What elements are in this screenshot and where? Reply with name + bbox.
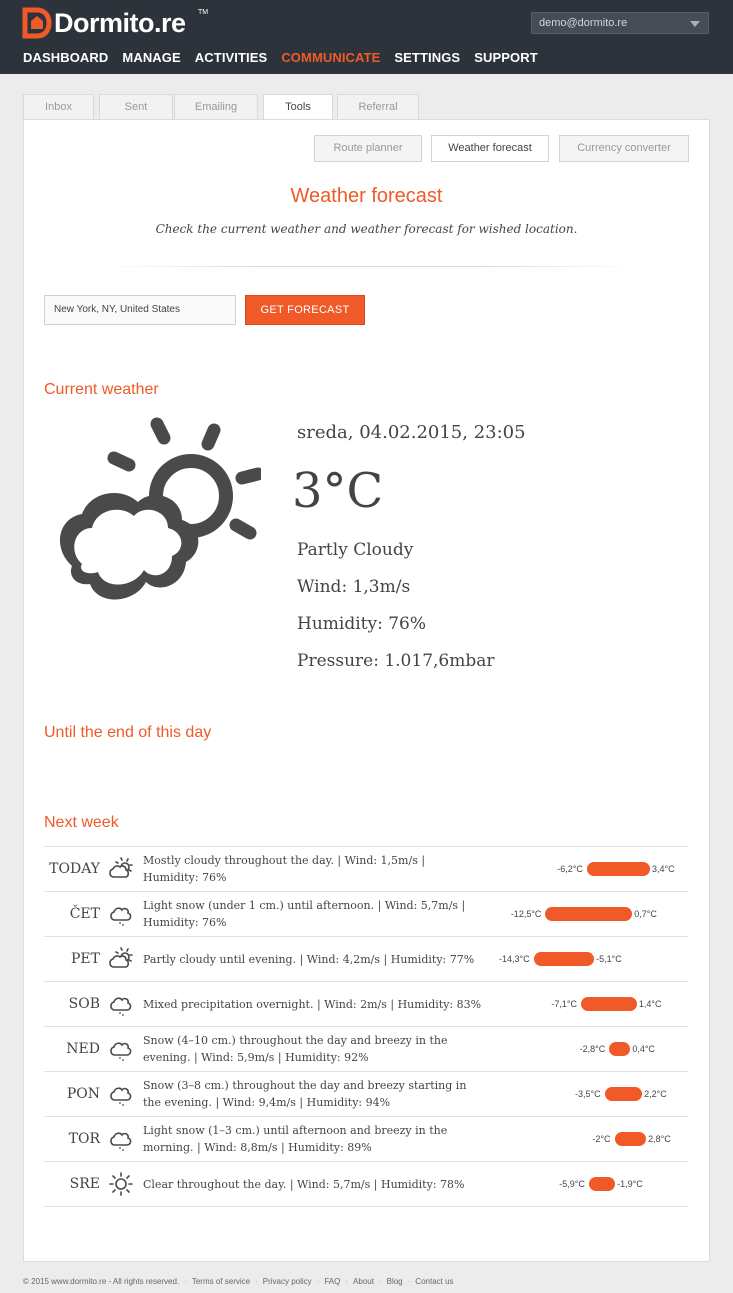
until-end-heading: Until the end of this day <box>44 724 212 741</box>
tab-inbox[interactable]: Inbox <box>23 94 94 120</box>
forecast-temp-range-bar <box>605 1087 643 1101</box>
footer-copyright: © 2015 www.dormito.re - All rights reserved. <box>23 1277 180 1286</box>
current-temperature: 3°C <box>292 463 384 519</box>
next-week-heading: Next week <box>44 814 119 831</box>
forecast-max-temp: 1,4°C <box>638 999 662 1009</box>
nav-manage[interactable]: MANAGE <box>122 50 181 65</box>
forecast-day: TODAY <box>49 861 100 877</box>
logo[interactable] <box>22 5 209 39</box>
tab-emailing[interactable]: Emailing <box>174 94 258 120</box>
footer-separator: · <box>407 1277 411 1286</box>
forecast-description-text: Clear throughout the day. | Wind: 5,7m/s | Humidity: 78% <box>143 1177 465 1191</box>
forecast-min-temp: -3,5°C <box>575 1089 601 1099</box>
forecast-description-text: Light snow (1–3 cm.) until afternoon and breezy in the morning. | Wind: 8,8m/s | Humidity: 89% <box>143 1124 448 1154</box>
sun-icon <box>108 1171 134 1197</box>
tools-panel <box>23 119 710 1262</box>
nav-settings[interactable]: SETTINGS <box>394 50 461 65</box>
get-forecast-button[interactable]: GET FORECAST <box>245 295 365 325</box>
footer-separator: · <box>184 1277 187 1286</box>
current-condition: Partly Cloudy <box>297 540 414 560</box>
weather-forecast-button[interactable]: Weather forecast <box>431 135 549 162</box>
forecast-description <box>143 1027 483 1071</box>
current-wind: Wind: 1,3m/s <box>297 577 411 597</box>
cloud-icon <box>108 1081 134 1107</box>
forecast-temp-range-bar <box>589 1177 615 1191</box>
nav-communicate[interactable]: COMMUNICATE <box>281 50 381 65</box>
forecast-temp-range-bar <box>581 997 637 1011</box>
forecast-day: PET <box>71 951 100 967</box>
forecast-row <box>44 937 688 982</box>
forecast-day: PON <box>66 1086 100 1102</box>
forecast-temp-range-bar <box>587 862 650 876</box>
nav-support[interactable]: SUPPORT <box>474 50 538 65</box>
main-nav <box>23 50 538 66</box>
footer <box>23 1277 454 1286</box>
week-forecast-table <box>44 846 688 1207</box>
forecast-row <box>44 1072 688 1117</box>
forecast-min-temp: -14,3°C <box>498 954 530 964</box>
footer-separator: · <box>255 1277 258 1286</box>
partly-cloudy-icon <box>46 416 261 616</box>
tab-referral[interactable]: Referral <box>337 94 419 120</box>
current-weather-heading: Current weather <box>44 381 159 398</box>
footer-separator: · <box>316 1277 320 1286</box>
page-description: Check the current weather and weather forecast for wished location. <box>155 222 578 236</box>
forecast-max-temp: 2,8°C <box>648 1134 671 1144</box>
location-input[interactable]: New York, NY, United States <box>44 295 236 325</box>
forecast-row <box>44 982 688 1027</box>
forecast-max-temp: 0,7°C <box>634 909 657 919</box>
tab-sent[interactable]: Sent <box>99 94 173 120</box>
cloud-icon <box>108 1126 134 1152</box>
footer-separator: · <box>345 1277 349 1286</box>
cloud-icon <box>108 1036 134 1062</box>
forecast-max-temp: 2,2°C <box>644 1089 667 1099</box>
tab-tools[interactable]: Tools <box>263 94 333 121</box>
forecast-description <box>143 847 483 891</box>
forecast-min-temp: -2,8°C <box>579 1044 606 1054</box>
nav-dashboard[interactable]: DASHBOARD <box>23 50 109 65</box>
forecast-temp-range-bar <box>534 952 595 966</box>
logo-text: Dormito.re <box>54 8 186 38</box>
forecast-day: SRE <box>69 1176 100 1192</box>
forecast-description-text: Mixed precipitation overnight. | Wind: 2m/s | Humidity: 83% <box>143 997 482 1011</box>
footer-link-terms[interactable]: Terms of service <box>191 1277 251 1286</box>
forecast-row <box>44 847 688 892</box>
user-account-select[interactable] <box>531 12 709 34</box>
forecast-row <box>44 1162 688 1207</box>
forecast-min-temp: -12,5°C <box>510 909 542 919</box>
forecast-description-text: Partly cloudy until evening. | Wind: 4,2m/s | Humidity: 77% <box>143 952 475 966</box>
forecast-day: TOR <box>68 1131 100 1147</box>
forecast-temp-range-bar <box>545 907 632 921</box>
forecast-description <box>143 892 483 936</box>
forecast-max-temp: 3,4°C <box>652 864 675 874</box>
divider <box>104 266 639 267</box>
forecast-description <box>143 1072 483 1116</box>
forecast-description-text: Light snow (under 1 cm.) until afternoon. | Wind: 5,7m/s | Humidity: 76% <box>143 899 466 929</box>
forecast-description-text: Snow (4–10 cm.) throughout the day and breezy in the evening. | Wind: 5,9m/s | Humidity: 92% <box>143 1034 448 1064</box>
forecast-min-temp: -7,1°C <box>551 999 577 1009</box>
user-email: demo@dormito.re <box>539 17 628 29</box>
logo-trademark: TM <box>198 9 209 16</box>
current-pressure: Pressure: 1.017,6mbar <box>297 651 495 671</box>
forecast-min-temp: -5,9°C <box>559 1179 585 1189</box>
forecast-temp-range-bar <box>609 1042 630 1056</box>
footer-link-faq[interactable]: FAQ <box>324 1277 341 1286</box>
forecast-description <box>143 1117 483 1161</box>
forecast-description-text: Snow (3–8 cm.) throughout the day and breezy starting in the evening. | Wind: 9,4m/s | Humidity: 94% <box>143 1079 467 1109</box>
current-humidity: Humidity: 76% <box>297 614 427 634</box>
chevron-down-icon <box>690 21 700 27</box>
partly-cloudy-icon <box>108 856 134 882</box>
forecast-min-temp: -2°C <box>592 1134 611 1144</box>
forecast-temp-range-bar <box>615 1132 647 1146</box>
forecast-description-text: Mostly cloudy throughout the day. | Wind: 1,5m/s | Humidity: 76% <box>143 854 426 884</box>
currency-converter-button[interactable]: Currency converter <box>559 135 689 162</box>
page-title: Weather forecast <box>290 185 443 207</box>
forecast-row <box>44 892 688 937</box>
route-planner-button[interactable]: Route planner <box>314 135 422 162</box>
partly-cloudy-icon <box>108 946 134 972</box>
forecast-max-temp: -1,9°C <box>617 1179 643 1189</box>
forecast-max-temp: 0,4°C <box>632 1044 655 1054</box>
footer-link-privacy[interactable]: Privacy policy <box>262 1277 312 1286</box>
footer-link-contact[interactable]: Contact us <box>415 1277 454 1286</box>
forecast-row <box>44 1027 688 1072</box>
forecast-day: NED <box>66 1041 100 1057</box>
footer-separator: · <box>378 1277 382 1286</box>
cloud-icon <box>108 991 134 1017</box>
forecast-day: SOB <box>68 996 100 1012</box>
cloud-icon <box>108 901 134 927</box>
forecast-description <box>143 1162 483 1206</box>
footer-link-blog[interactable]: Blog <box>386 1277 403 1286</box>
forecast-min-temp: -6,2°C <box>557 864 583 874</box>
top-header <box>0 0 733 74</box>
forecast-description <box>143 982 483 1026</box>
logo-mark-icon <box>22 7 52 39</box>
forecast-day: ČET <box>69 906 100 922</box>
forecast-description <box>143 937 483 981</box>
forecast-max-temp: -5,1°C <box>596 954 622 964</box>
current-datetime: sreda, 04.02.2015, 23:05 <box>297 422 526 443</box>
forecast-row <box>44 1117 688 1162</box>
nav-activities[interactable]: ACTIVITIES <box>194 50 268 65</box>
footer-link-about[interactable]: About <box>353 1277 374 1286</box>
